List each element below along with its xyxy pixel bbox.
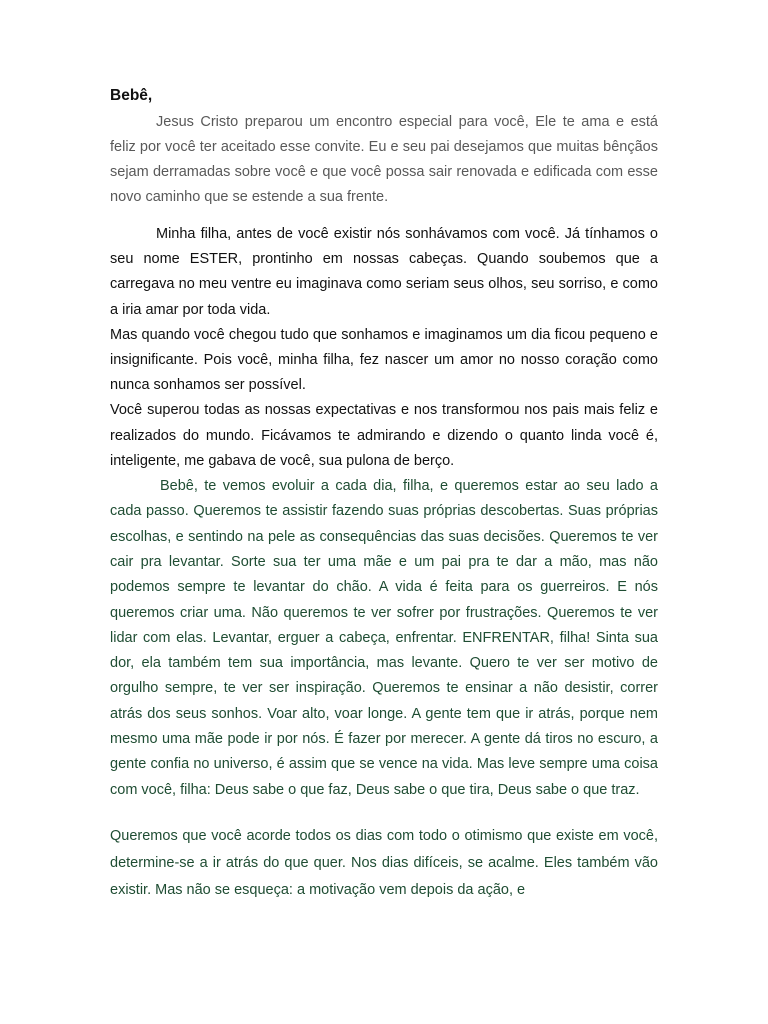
paragraph-dreams	[110, 222, 658, 474]
paragraph-growth: Bebê, te vemos evoluir a cada dia, filha, e queremos estar ao seu lado a cada passo. Queremos te assistir fazendo suas próprias descobertas. Suas próprias escolhas, e sentindo na pele as consequências das suas decisões. Queremos te ver cair pra levantar. Sorte sua ter uma mãe e um pai pra te dar a mão, mas não podemos sempre te levantar do chão. A vida é feita para os guerreiros. E nós queremos criar uma. Não queremos te ver sofrer por frustrações. Queremos te ver lidar com elas. Levantar, erguer a cabeça, enfrentar. ENFRENTAR, filha! Sinta sua dor, ela também tem sua importância, mas levante. Quero te ver ser motivo de orgulho sempre, te ver ser inspiração. Queremos te ensinar a não desistir, correr atrás dos seus sonhos. Voar alto, voar longe. A gente tem que ir atrás, porque nem mesmo uma mãe pode ir por nós. É fazer por merecer. A gente dá tiros no escuro, a gente confia no universo, é assim que se vence na vida. Mas leve sempre uma coisa com você, filha: Deus sabe o que faz, Deus sabe o que tira, Deus sabe o que traz.	[110, 478, 658, 798]
letter-greeting: Bebê,	[110, 87, 153, 104]
paragraph-blessing: Jesus Cristo preparou um encontro especial para você, Ele te ama e está feliz por você ter aceitado esse convite. Eu e seu pai desejamos que muitas bênçãos sejam derramadas sobre você e que você possa sair renovada e edificada com esse novo caminho que se estende a sua frente.	[110, 114, 658, 205]
paragraph-optimism: Queremos que você acorde todos os dias com todo o otimismo que existe em você, determine-se a ir atrás do que quer. Nos dias difíceis, se acalme. Eles também vão existir. Mas não se esqueça: a motivação vem depois da ação, e	[110, 827, 658, 898]
paragraph-expectations-text: Você superou todas as nossas expectativas e nos transformou nos pais mais feliz e realizados do mundo. Ficávamos te admirando e dizendo o quanto linda você é, inteligente, me gabava de você, sua pulona de berço.	[110, 402, 658, 469]
letter-page	[110, 86, 658, 904]
paragraph-arrival-text: Mas quando você chegou tudo que sonhamos e imaginamos um dia ficou pequeno e insignificante. Pois você, minha filha, fez nascer um amor no nosso coração como nunca sonhamos ser possível.	[110, 326, 658, 394]
paragraph-dreams-text: Minha filha, antes de você existir nós sonhávamos com você. Já tínhamos o seu nome ESTER, prontinho em nossas cabeças. Quando soubemos que a carregava no meu ventre eu imaginava como seriam seus olhos, seu sorriso, e como a iria amar por toda vida.	[110, 226, 658, 318]
